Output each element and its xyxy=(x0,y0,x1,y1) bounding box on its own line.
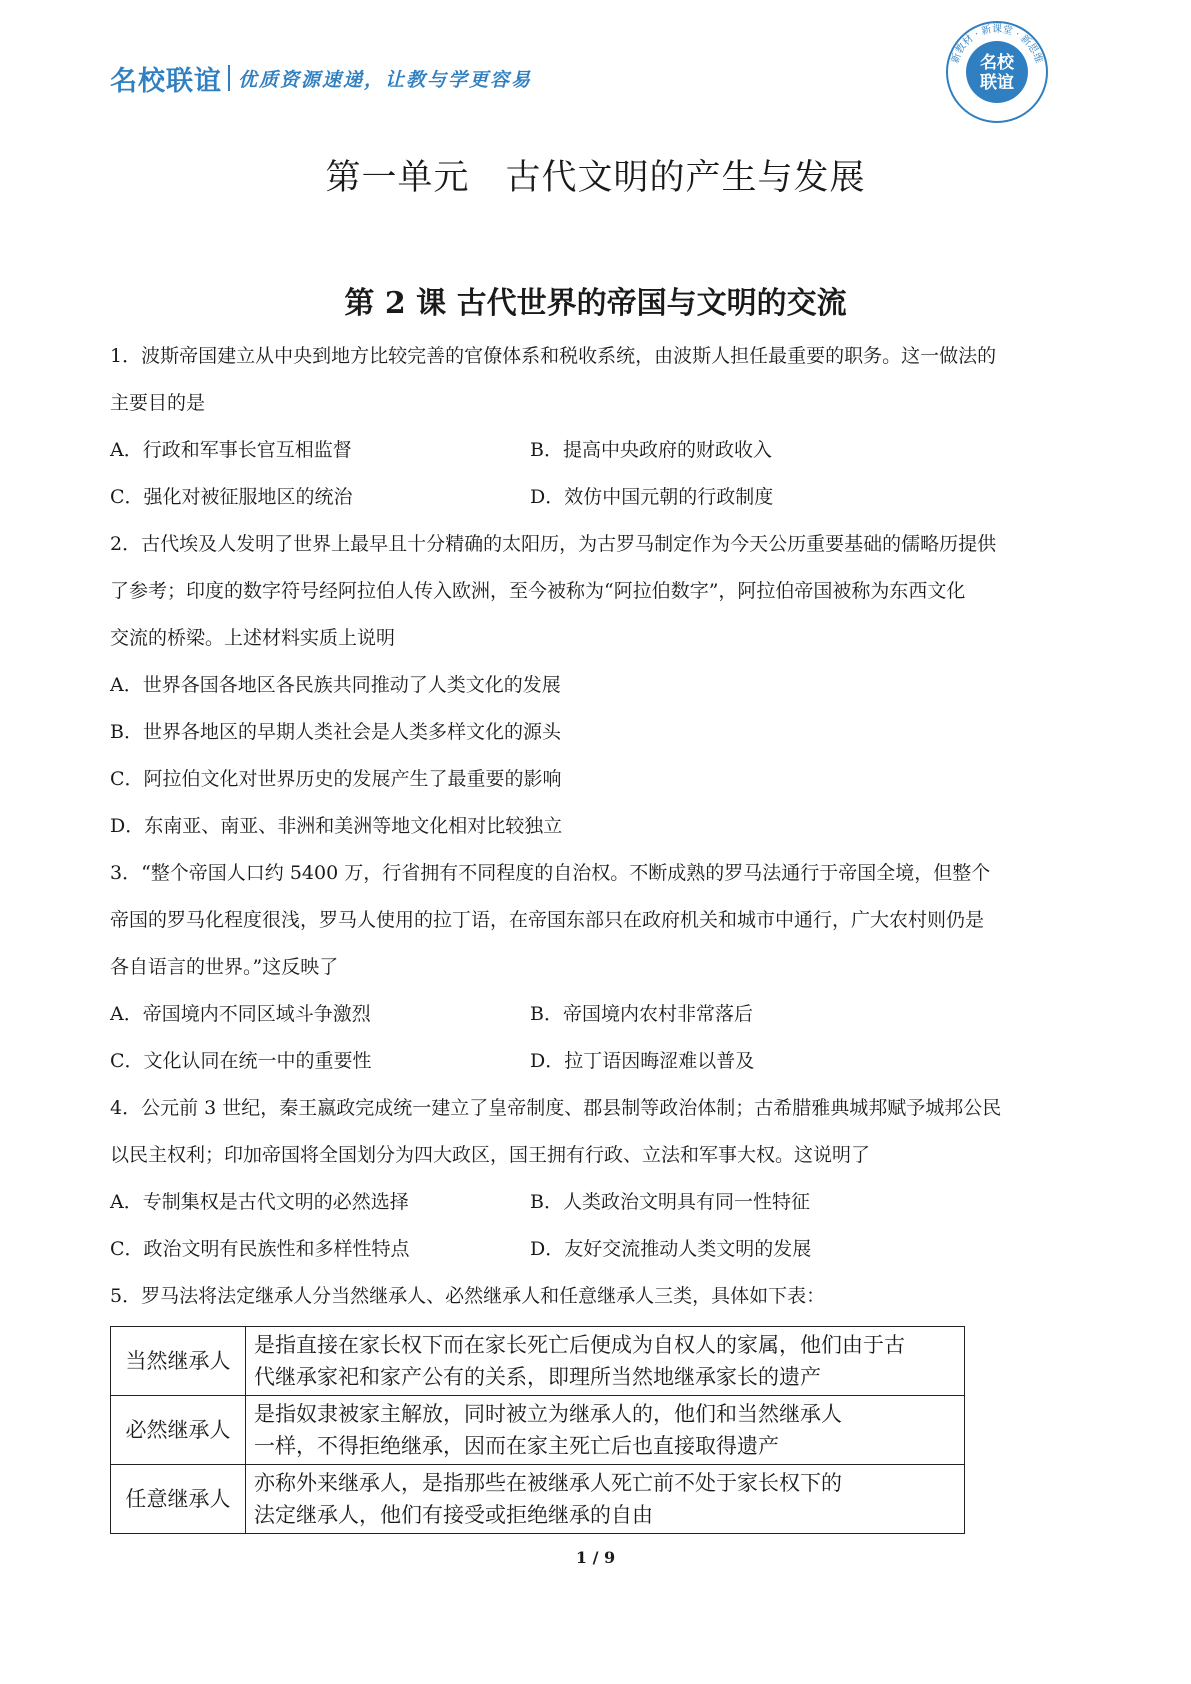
page-number: 1 / 9 xyxy=(575,1548,616,1567)
desc-line: 亦称外来继承人，是指那些在被继承人死亡前不处于家长权下的 xyxy=(254,1471,842,1495)
question-stem-line: 1．波斯帝国建立从中央到地方比较完善的官僚体系和税收系统，由波斯人担任最重要的职务。这一做法的 xyxy=(110,345,997,367)
option-b[interactable]: B．人类政治文明具有同一性特征 xyxy=(530,1191,810,1213)
table-cell-term: 必然继承人 xyxy=(111,1396,246,1465)
question-stem-line: 帝国的罗马化程度很浅，罗马人使用的拉丁语，在帝国东部只在政府机关和城市中通行，广大农村则仍是 xyxy=(110,909,985,931)
desc-line: 是指奴隶被家主解放，同时被立为继承人的，他们和当然继承人 xyxy=(254,1402,842,1426)
question-stem-line: 4．公元前 3 世纪，秦王嬴政完成统一建立了皇帝制度、郡县制等政治体制；古希腊雅典城邦赋予城邦公民 xyxy=(110,1097,1002,1119)
question-stem-line: 以民主权利；印加帝国将全国划分为四大政区，国王拥有行政、立法和军事大权。这说明了 xyxy=(110,1144,871,1166)
seal-text-top: 名校 xyxy=(980,53,1014,73)
brand-logo: 名校联谊 xyxy=(110,65,222,97)
option-d[interactable]: D．效仿中国元朝的行政制度 xyxy=(530,486,774,508)
seal-ring-text: 新教材 · 新课堂 · 新思维 xyxy=(949,24,1045,65)
table-row xyxy=(111,1396,965,1465)
heir-table xyxy=(110,1326,965,1534)
table-cell-term: 任意继承人 xyxy=(111,1465,246,1534)
brand-slogan: 优质资源速递，让教与学更容易 xyxy=(238,68,533,91)
question-stem-line: 2．古代埃及人发明了世界上最早且十分精确的太阳历，为古罗马制定作为今天公历重要基础的儒略历提供 xyxy=(110,533,997,555)
seal-text-bottom: 联谊 xyxy=(980,73,1014,93)
page-header xyxy=(110,60,532,96)
option-c[interactable]: C．文化认同在统一中的重要性 xyxy=(110,1050,372,1072)
option-d[interactable]: D．东南亚、南亚、非洲和美洲等地文化相对比较独立 xyxy=(110,815,563,837)
table-cell-desc xyxy=(246,1327,965,1396)
option-a[interactable]: A．帝国境内不同区域斗争激烈 xyxy=(110,1003,371,1025)
option-c[interactable]: C．阿拉伯文化对世界历史的发展产生了最重要的影响 xyxy=(110,768,562,790)
question-5 xyxy=(110,1273,1090,1320)
table-cell-desc xyxy=(246,1465,965,1534)
option-c[interactable]: C．政治文明有民族性和多样性特点 xyxy=(110,1238,410,1260)
option-b[interactable]: B．世界各地区的早期人类社会是人类多样文化的源头 xyxy=(110,721,561,743)
table-cell-desc xyxy=(246,1396,965,1465)
unit-title: 第一单元 古代文明的产生与发展 xyxy=(325,158,866,198)
question-2 xyxy=(110,521,1090,850)
brand-seal-icon xyxy=(945,20,1049,124)
question-3 xyxy=(110,850,1090,1085)
question-list xyxy=(110,333,1090,1320)
option-b[interactable]: B．提高中央政府的财政收入 xyxy=(530,439,772,461)
question-stem-line: 了参考；印度的数字符号经阿拉伯人传入欧洲，至今被称为“阿拉伯数字”，阿拉伯帝国被称为东西文化 xyxy=(110,580,966,602)
question-stem-line: 各自语言的世界。”这反映了 xyxy=(110,956,339,978)
question-stem-line: 交流的桥梁。上述材料实质上说明 xyxy=(110,627,396,649)
header-divider xyxy=(228,65,230,91)
option-a[interactable]: A．世界各国各地区各民族共同推动了人类文化的发展 xyxy=(110,674,561,696)
option-b[interactable]: B．帝国境内农村非常落后 xyxy=(530,1003,753,1025)
desc-line: 代继承家祀和家产公有的关系，即理所当然地继承家长的遗产 xyxy=(254,1365,821,1389)
option-a[interactable]: A．专制集权是古代文明的必然选择 xyxy=(110,1191,409,1213)
desc-line: 法定继承人，他们有接受或拒绝继承的自由 xyxy=(254,1503,653,1527)
desc-line: 一样，不得拒绝继承，因而在家主死亡后也直接取得遗产 xyxy=(254,1434,779,1458)
table-row xyxy=(111,1465,965,1534)
question-stem-line: 3．“整个帝国人口约 5400 万，行省拥有不同程度的自治权。不断成熟的罗马法通行于帝国全境，但整个 xyxy=(110,862,991,884)
question-stem-line: 主要目的是 xyxy=(110,392,206,414)
desc-line: 是指直接在家长权下而在家长死亡后便成为自权人的家属，他们由于古 xyxy=(254,1333,905,1357)
question-4 xyxy=(110,1085,1090,1273)
option-a[interactable]: A．行政和军事长官互相监督 xyxy=(110,439,352,461)
question-1 xyxy=(110,333,1090,521)
table-cell-term: 当然继承人 xyxy=(111,1327,246,1396)
option-d[interactable]: D．拉丁语因晦涩难以普及 xyxy=(530,1050,755,1072)
lesson-title: 第 2 课 古代世界的帝国与文明的交流 xyxy=(344,286,847,321)
option-d[interactable]: D．友好交流推动人类文明的发展 xyxy=(530,1238,812,1260)
table-row xyxy=(111,1327,965,1396)
option-c[interactable]: C．强化对被征服地区的统治 xyxy=(110,486,353,508)
question-stem-line: 5．罗马法将法定继承人分当然继承人、必然继承人和任意继承人三类，具体如下表： xyxy=(110,1285,826,1307)
